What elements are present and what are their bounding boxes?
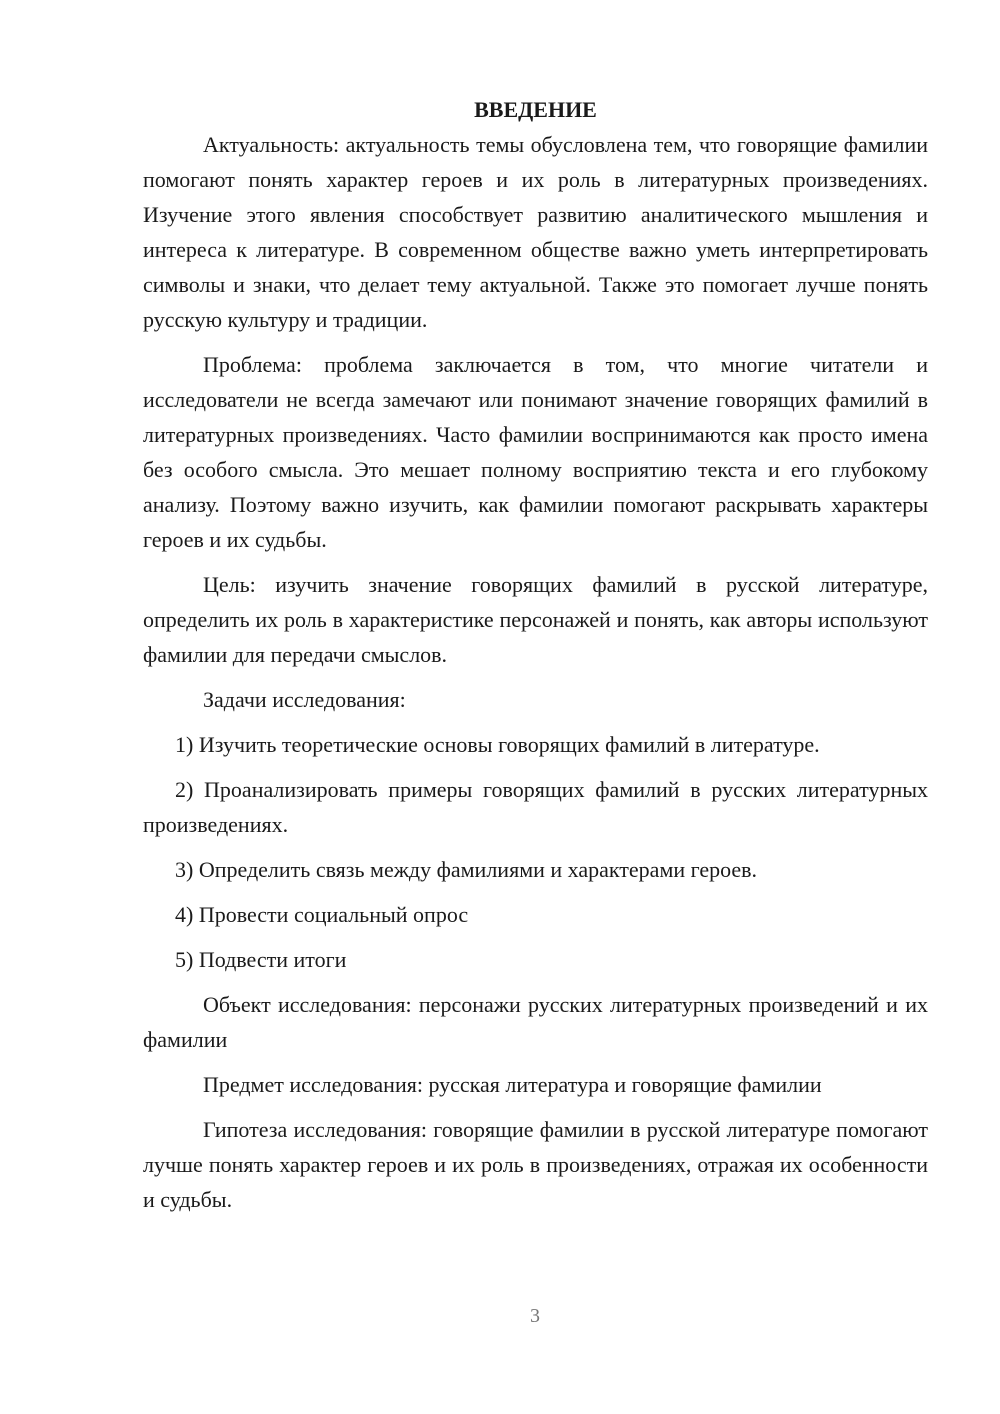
page-content bbox=[143, 92, 928, 1217]
section-title: ВВЕДЕНИЕ bbox=[474, 97, 597, 122]
problem-paragraph: Проблема: проблема заключается в том, что многие читатели и исследователи не всегда замечают или понимают значение говорящих фамилий в литературных произведениях. Часто фамилии воспринимаются как просто имена без особого смысла. Это мешает полному восприятию текста и его глубокому анализу. Поэтому важно изучить, как фамилии помогают раскрывать характеры героев и их судьбы. bbox=[143, 352, 928, 552]
object-paragraph: Объект исследования: персонажи русских литературных произведений и их фамилии bbox=[143, 992, 928, 1052]
task-item: 2) Проанализировать примеры говорящих фамилий в русских литературных произведениях. bbox=[143, 777, 928, 837]
task-item: 5) Подвести итоги bbox=[175, 947, 347, 972]
task-item: 4) Провести социальный опрос bbox=[175, 902, 469, 927]
task-item: 1) Изучить теоретические основы говорящих фамилий в литературе. bbox=[175, 732, 820, 757]
subject-paragraph: Предмет исследования: русская литература и говорящие фамилии bbox=[203, 1072, 822, 1097]
page-number: 3 bbox=[530, 1305, 540, 1327]
task-item: 3) Определить связь между фамилиями и характерами героев. bbox=[175, 857, 758, 882]
hypothesis-paragraph: Гипотеза исследования: говорящие фамилии в русской литературе помогают лучше понять характер героев и их роль в произведениях, отражая их особенности и судьбы. bbox=[143, 1117, 928, 1212]
tasks-heading: Задачи исследования: bbox=[203, 687, 406, 712]
goal-paragraph: Цель: изучить значение говорящих фамилий в русской литературе, определить их роль в характеристике персонажей и понять, как авторы используют фамилии для передачи смыслов. bbox=[143, 572, 928, 667]
relevance-paragraph: Актуальность: актуальность темы обусловлена тем, что говорящие фамилии помогают понять характер героев и их роль в литературных произведениях. Изучение этого явления способствует развитию аналитического мышления и интереса к литературе. В современном обществе важно уметь интерпретировать символы и знаки, что делает тему актуальной. Также это помогает лучше понять русскую культуру и традиции. bbox=[143, 132, 928, 332]
